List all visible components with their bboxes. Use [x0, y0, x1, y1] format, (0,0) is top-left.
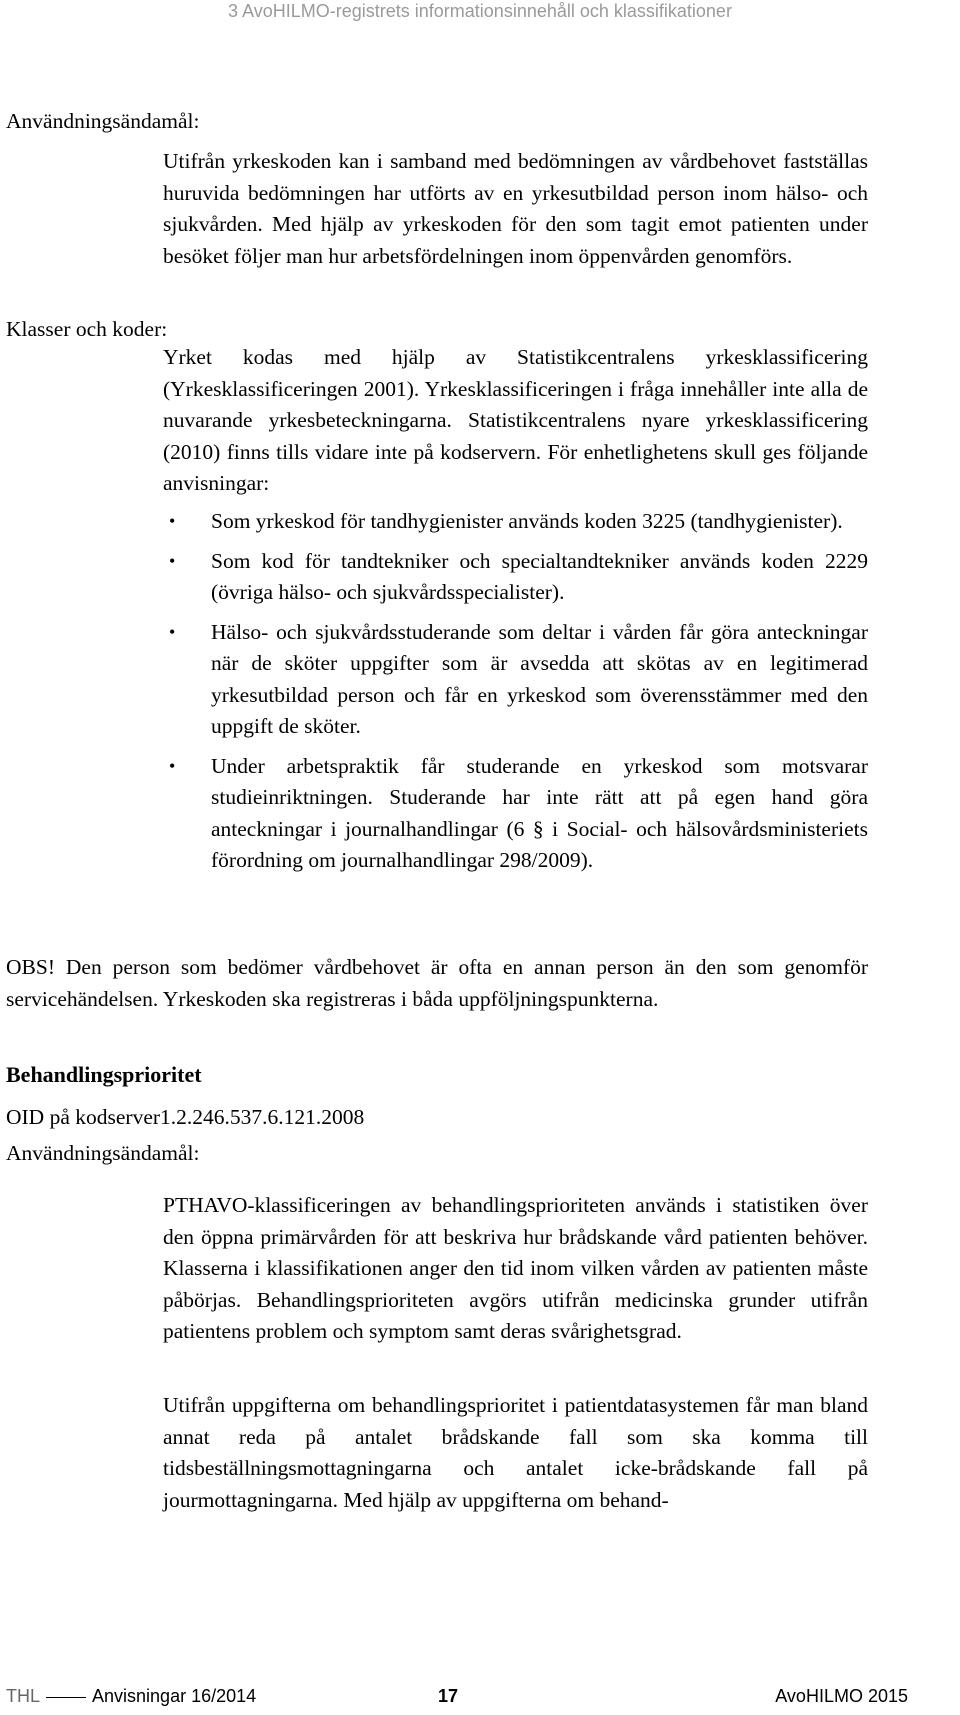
list-item-text: Under arbetspraktik får studerande en yrkeskod som motsvarar studieinriktningen. Studerande har inte rätt att på egen hand göra anteckningar i journalhandlingar (6 § i Social- och hälsovårdsministeriets förordning om journalhandlingar 298/2009). [211, 753, 868, 872]
footer-dash [46, 1697, 86, 1698]
list-item [163, 617, 868, 743]
list-item [163, 751, 868, 877]
priority-paragraph-2: Utifrån uppgifterna om behandlingsprioritet i patientdatasystemen får man bland annat reda på antalet brådskande fall som ska komma till tidsbeställningsmottagningarna och antalet icke-brådskande fall på jourmottagningarna. Med hjälp av uppgifterna om behand- [163, 1393, 868, 1512]
usage-paragraph: Utifrån yrkeskoden kan i samband med bedömningen av vårdbehovet fastställas huruvida bedömningen har utförts av en yrkesutbildad person inom hälso- och sjukvården. Med hjälp av yrkeskoden för den som tagit emot patienten under besöket följer man hur arbetsfördelningen inom öppenvården genomförs. [163, 149, 868, 268]
oid-line: OID på kodserver1.2.246.537.6.121.2008 [6, 1105, 365, 1129]
bullet-icon: • [169, 755, 176, 776]
list-item-text: Hälso- och sjukvårdsstuderande som deltar i vården får göra anteckningar när de sköter uppgifter som är avsedda att skötas av en legitimerad yrkesutbildad person och får en yrkeskod som överensstämmer med den uppgift de sköter. [211, 619, 868, 738]
priority-paragraph-1: PTHAVO-klassificeringen av behandlingsprioriteten används i statistiken över den öppna primärvården för att beskriva hur brådskande vård patienten behöver. Klasserna i klassifikationen anger den tid inom vilken vården av patienten måste påbörjas. Behandlingsprioriteten avgörs utifrån medicinska grunder utifrån patientens problem och symptom samt deras svårighetsgrad. [163, 1193, 868, 1343]
obs-paragraph: OBS! Den person som bedömer vårdbehovet är ofta en annan person än den som genomför servicehändelsen. Yrkeskoden ska registreras i båda uppföljningspunkterna. [6, 955, 868, 1011]
footer-doc: AvoHILMO 2015 [775, 1686, 908, 1706]
footer-left [6, 1686, 256, 1707]
page-number: 17 [438, 1686, 459, 1706]
bullet-icon: • [169, 621, 176, 642]
usage-label-2: Användningsändamål: [6, 1141, 200, 1165]
list-item-text: Som kod för tandtekniker och specialtandtekniker används koden 2229 (övriga hälso- och sjukvårdsspecialister). [211, 548, 868, 604]
running-header: 3 AvoHILMO-registrets informationsinnehåll och klassifikationer [228, 1, 732, 21]
list-item [163, 546, 868, 609]
classes-label: Klasser och koder: [6, 317, 168, 341]
page-footer [0, 1686, 960, 1710]
list-item-text: Som yrkeskod för tandhygienister används koden 3225 (tandhygienister). [211, 509, 843, 533]
section-heading: Behandlingsprioritet [6, 1062, 202, 1087]
bullet-icon: • [169, 550, 176, 571]
usage-label: Användningsändamål: [6, 109, 200, 133]
classes-paragraph: Yrket kodas med hjälp av Statistikcentralens yrkesklassificering (Yrkesklassificeringen 2001). Yrkesklassificeringen i fråga innehåller inte alla de nuvarande yrkesbeteckningarna. Statistikcentralens nyare yrkesklassificering (2010) finns tills vidare inte på kodservern. För enhetlighetens skull ges följande anvisningar: [163, 345, 868, 495]
footer-org: THL [6, 1686, 41, 1706]
list-item [163, 506, 868, 538]
footer-series: Anvisningar 16/2014 [92, 1686, 257, 1706]
bullet-icon: • [169, 511, 176, 531]
guidelines-list [163, 506, 868, 885]
